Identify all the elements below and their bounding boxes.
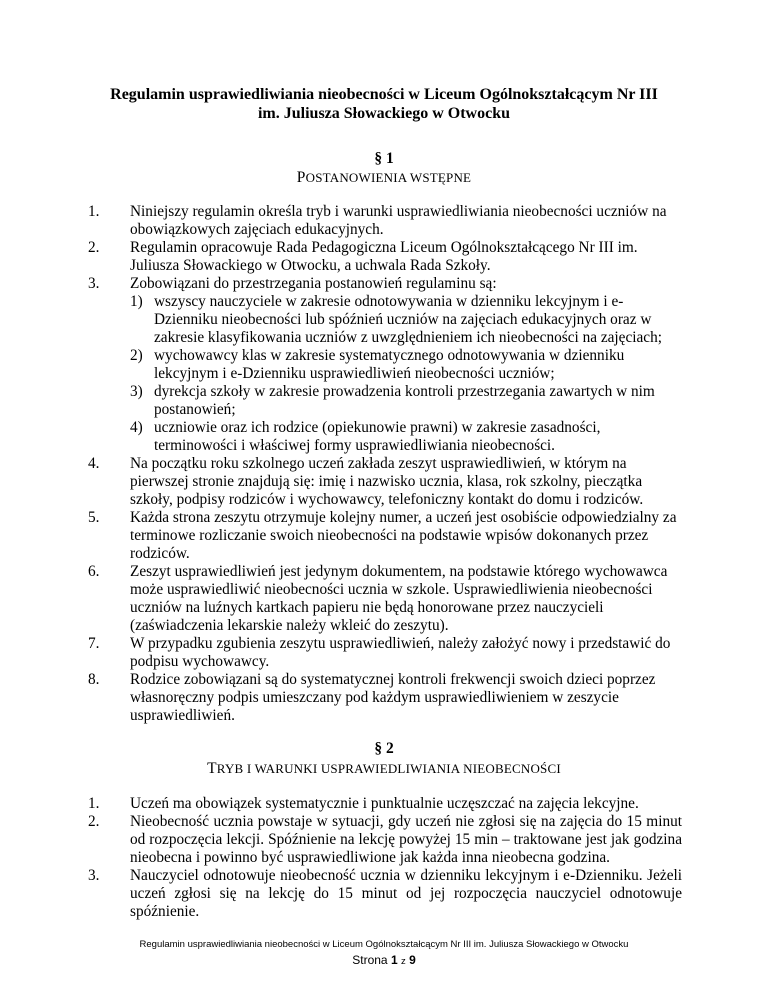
document-title-line1: Regulamin usprawiedliwiania nieobecności w Liceum Ogólnokształcącym Nr III bbox=[110, 86, 658, 103]
item-text: Rodzice zobowiązani są do systematycznej kontroli frekwencji swoich dzieci poprzez własnoręczny podpis umieszczany pod każdym usprawiedliwieniem w zeszycie usprawiedliwień. bbox=[130, 671, 656, 724]
sub-item-text: wychowawcy klas w zakresie systematycznego odnotowywania w dzienniku lekcyjnym i e-Dzienniku usprawiedliwień nieobecności uczniów; bbox=[154, 347, 625, 382]
item-text: Regulamin opracowuje Rada Pedagogiczna Liceum Ogólnokształcącego Nr III im. Juliusza Słowackiego w Otwocku, a uchwala Rada Szkoły. bbox=[130, 239, 638, 274]
section2-number: § 2 bbox=[374, 740, 394, 757]
item-number: 3. bbox=[88, 275, 100, 292]
item-text: Nieobecność ucznia powstaje w sytuacji, gdy uczeń nie zgłosi się na zajęcia do 15 minut od rozpoczęcia lekcji. Spóźnienie na lekcję powyżej 15 min – traktowane jest jak godzina nieobecna i powinno być usprawiedliwione jak każda inna nieobecna godzina. bbox=[130, 813, 682, 866]
sub-item-number: 1) bbox=[130, 293, 143, 310]
list-item bbox=[88, 635, 682, 671]
item-number: 1. bbox=[88, 203, 100, 220]
sub-list-item bbox=[130, 347, 682, 383]
section2-title-initial: T bbox=[207, 760, 217, 777]
section1-number: § 1 bbox=[374, 150, 394, 167]
item-number: 2. bbox=[88, 239, 100, 256]
sub-item-number: 3) bbox=[130, 383, 143, 400]
list-item bbox=[88, 795, 682, 813]
section2-title bbox=[0, 761, 768, 777]
sub-item-number: 2) bbox=[130, 347, 143, 364]
item-number: 8. bbox=[88, 671, 100, 688]
sub-item-text: wszyscy nauczyciele w zakresie odnotowywania w dzienniku lekcyjnym i e-Dzienniku nieobecności lub spóźnień uczniów na zajęciach edukacyjnych oraz w zakresie klasyfikowania uczniów z uwzględnieniem ich nieobecności na zajęciach; bbox=[154, 293, 662, 346]
document-title bbox=[60, 85, 708, 123]
item-text: Na początku roku szkolnego uczeń zakłada zeszyt usprawiedliwień, w którym na pierwszej stronie znajdują się: imię i nazwisko ucznia, klasa, rok szkolny, pieczątka szkoły, podpisy rodziców i wychowawcy, telefoniczny kontakt do domu i rodziców. bbox=[130, 455, 644, 508]
list-item bbox=[88, 455, 682, 509]
section1-title bbox=[0, 170, 768, 186]
list-item bbox=[88, 239, 682, 275]
item-number: 5. bbox=[88, 509, 100, 526]
page-total: 9 bbox=[409, 953, 416, 967]
sub-list-item bbox=[130, 293, 682, 347]
item-text: Nauczyciel odnotowuje nieobecność ucznia w dzienniku lekcyjnym i e-Dzienniku. Jeżeli uczeń zgłosi się na lekcję do 15 minut od jej rozpoczęcia nauczyciel odnotowuje spóźnienie. bbox=[130, 867, 682, 920]
item-number: 3. bbox=[88, 867, 100, 884]
document-title-line2: im. Juliusza Słowackiego w Otwocku bbox=[257, 105, 510, 122]
item-text: Zeszyt usprawiedliwień jest jedynym dokumentem, na podstawie którego wychowawca może usprawiedliwić nieobecności ucznia w szkole. Usprawiedliwienia nieobecności uczniów na luźnych kartkach papieru nie będą honorowane przez nauczycieli (zaświadczenia lekarskie należy wkleić do zeszytu). bbox=[130, 563, 668, 634]
sub-item-text: dyrekcja szkoły w zakresie prowadzenia kontroli przestrzegania zawartych w nim postanowień; bbox=[154, 383, 655, 418]
list-item bbox=[88, 671, 682, 725]
section1-title-rest: OSTANOWIENIA WSTĘPNE bbox=[305, 170, 472, 185]
sub-list-item bbox=[130, 419, 682, 455]
item-text: Każda strona zeszytu otrzymuje kolejny numer, a uczeń jest osobiście odpowiedzialny za terminowe rozliczanie swoich nieobecności na podstawie wpisów dokonanych przez rodziców. bbox=[130, 509, 677, 562]
item-text: Uczeń ma obowiązek systematycznie i punktualnie uczęszczać na zajęcia lekcyjne. bbox=[130, 795, 639, 812]
page-separator: z bbox=[400, 956, 406, 967]
section2-title-rest: RYB I WARUNKI USPRAWIEDLIWIANIA NIEOBECNOŚCI bbox=[216, 761, 561, 776]
item-text: Zobowiązani do przestrzegania postanowień regulaminu są: bbox=[130, 275, 497, 292]
item-number: 2. bbox=[88, 813, 100, 830]
item-number: 6. bbox=[88, 563, 100, 580]
item-number: 7. bbox=[88, 635, 100, 652]
sub-item-text: uczniowie oraz ich rodzice (opiekunowie prawni) w zakresie zasadności, terminowości i właściwej formy usprawiedliwiania nieobecności. bbox=[154, 419, 601, 454]
page-label: Strona bbox=[352, 953, 388, 967]
page-number bbox=[0, 953, 768, 969]
page-current: 1 bbox=[390, 953, 398, 967]
item-text: W przypadku zgubienia zeszytu usprawiedliwień, należy założyć nowy i przedstawić do podpisu wychowawcy. bbox=[130, 635, 671, 670]
item-text: Niniejszy regulamin określa tryb i warunki usprawiedliwiania nieobecności uczniów na obowiązkowych zajęciach edukacyjnych. bbox=[130, 203, 667, 238]
section1-list bbox=[88, 203, 682, 725]
list-item bbox=[88, 203, 682, 239]
list-item bbox=[88, 509, 682, 563]
sub-list-item bbox=[130, 383, 682, 419]
list-item bbox=[88, 813, 682, 867]
sub-item-number: 4) bbox=[130, 419, 143, 436]
section2-list bbox=[88, 795, 682, 921]
page-footer: Regulamin usprawiedliwiania nieobecności w Liceum Ogólnokształcącym Nr III im. Juliusza Słowackiego w Otwocku bbox=[139, 939, 629, 950]
list-item bbox=[88, 867, 682, 921]
section1-title-initial: P bbox=[296, 169, 306, 186]
list-item bbox=[88, 563, 682, 635]
item-number: 4. bbox=[88, 455, 100, 472]
list-item bbox=[88, 275, 682, 455]
item-number: 1. bbox=[88, 795, 100, 812]
